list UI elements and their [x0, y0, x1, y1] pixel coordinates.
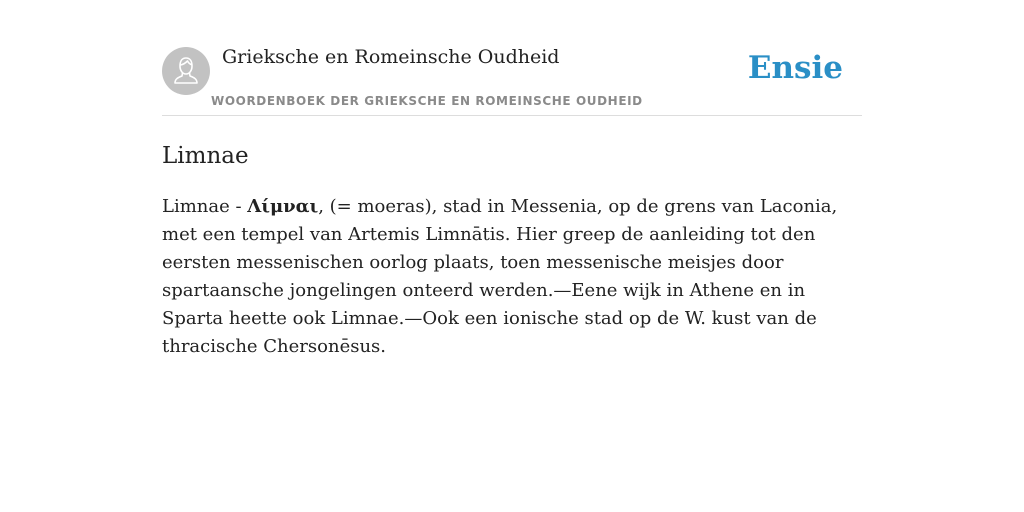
- entry-term: Limnae: [162, 196, 230, 217]
- brand-logo[interactable]: Ensie: [747, 50, 843, 86]
- entry-separator: -: [229, 196, 248, 217]
- entry-definition: , (= moeras), stad in Messenia, op de grens van Laconia, met een tempel van Artemis Limnātis. Hier greep de aanleiding tot den eersten messenischen oorlog plaats, toen messenische meisjes door spartaansche jongelingen onteerd werden.—Eene wijk in Athene en in Sparta heette ook Limnae.—Ook een ionische stad op de W. kust van de thracische Chersonēsus.: [162, 196, 838, 357]
- entry-greek-term: Λίμναι: [247, 196, 319, 217]
- entry-body: [162, 193, 862, 361]
- source-title[interactable]: Grieksche en Romeinsche Oudheid: [222, 46, 560, 68]
- user-avatar-icon[interactable]: [162, 47, 210, 95]
- entry-title: Limnae: [162, 143, 249, 169]
- entry-card: [162, 40, 862, 361]
- source-header: [162, 40, 862, 116]
- source-subtitle: WOORDENBOEK DER GRIEKSCHE EN ROMEINSCHE OUDHEID: [211, 94, 643, 108]
